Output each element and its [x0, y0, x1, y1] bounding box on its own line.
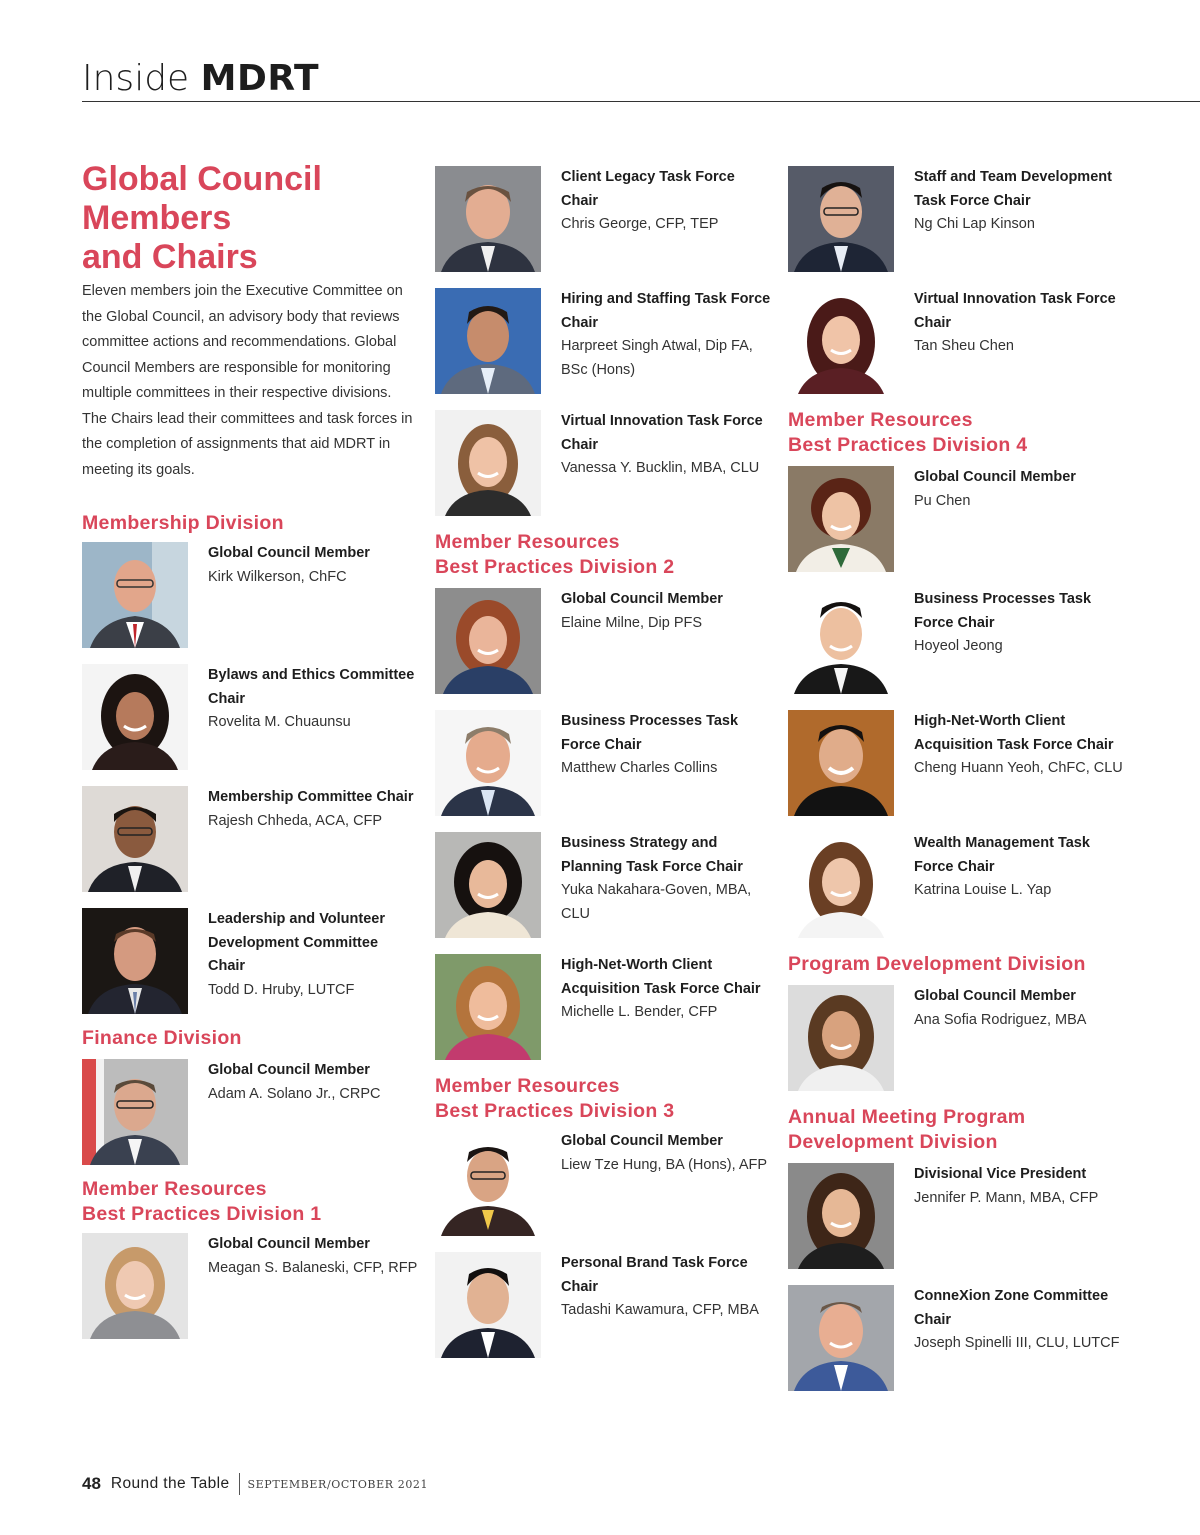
title-line-3: and Chairs — [82, 238, 258, 276]
person-name: Todd D. Hruby, LUTCF — [208, 981, 355, 998]
portrait-photo — [435, 1252, 541, 1358]
role-label: Hiring and Staffing Task Force Chair — [561, 291, 771, 331]
person-name: Chris George, CFP, TEP — [561, 216, 719, 232]
profile-entry — [788, 985, 1123, 1091]
profile-entry — [788, 588, 1123, 694]
page-footer — [82, 1473, 428, 1495]
mrbp2-heading-line-2: Best Practices Division 2 — [435, 556, 675, 578]
person-name: Yuka Nakahara-Goven, MBA, CLU — [561, 882, 752, 922]
membership-division-heading: Membership Division — [82, 512, 284, 534]
intro-paragraph: Eleven members join the Executive Committee on the Global Council, an advisory body that reviews committee actions and recommendations. Global Council Members are responsible for monitoring multiple committees in their respective divisions. The Chairs lead their committees and task forces in the completion of assignments that aid MDRT in meeting its goals. — [82, 283, 413, 478]
mrbp1-heading-line-1: Member Resources — [82, 1178, 267, 1200]
role-label: ConneXion Zone Committee Chair — [914, 1288, 1109, 1328]
person-name: Adam A. Solano Jr., CRPC — [208, 1085, 381, 1102]
program-development-heading: Program Development Division — [788, 953, 1086, 975]
person-name: Elaine Milne, Dip PFS — [561, 614, 703, 631]
header-rule — [82, 101, 1200, 102]
profile-entry — [435, 710, 770, 816]
column-1 — [82, 160, 417, 1355]
profile-entry — [82, 908, 417, 1014]
person-name: Vanessa Y. Bucklin, MBA, CLU — [561, 460, 760, 476]
person-name: Kirk Wilkerson, ChFC — [208, 568, 347, 585]
profile-entry — [435, 410, 770, 516]
role-label: Global Council Member — [208, 1062, 370, 1078]
profile-entry — [82, 1233, 417, 1339]
role-label: Leadership and Volunteer Development Committee Chair — [208, 911, 385, 974]
person-name: Harpreet Singh Atwal, Dip FA, BSc (Hons) — [561, 338, 753, 378]
role-label: Bylaws and Ethics Committee Chair — [208, 667, 415, 707]
portrait-photo — [788, 466, 894, 572]
role-label: Global Council Member — [208, 1236, 370, 1252]
magazine-name: Round the Table — [110, 1475, 230, 1492]
role-label: Staff and Team Development Task Force Chair — [914, 169, 1112, 209]
person-name: Jennifer P. Mann, MBA, CFP — [914, 1189, 1099, 1206]
person-name: Cheng Huann Yeoh, ChFC, CLU — [914, 760, 1123, 776]
profile-entry — [435, 588, 770, 694]
role-label: Virtual Innovation Task Force Chair — [561, 413, 763, 453]
portrait-photo — [788, 588, 894, 694]
portrait-photo — [435, 166, 541, 272]
profile-entry — [435, 166, 770, 272]
role-label: Global Council Member — [561, 591, 723, 607]
person-name: Katrina Louise L. Yap — [914, 882, 1052, 898]
page-number: 48 — [82, 1474, 101, 1493]
role-label: Business Processes Task Force Chair — [561, 713, 739, 753]
person-name: Rovelita M. Chuaunsu — [208, 714, 351, 730]
portrait-photo — [435, 710, 541, 816]
profile-entry — [435, 954, 770, 1060]
mrbp4-heading-line-2: Best Practices Division 4 — [788, 434, 1028, 456]
role-label: Global Council Member — [914, 469, 1076, 485]
section-header-bold: MDRT — [200, 58, 320, 99]
profile-entry — [435, 1130, 770, 1236]
profile-entry — [788, 466, 1123, 572]
role-label: Divisional Vice President — [914, 1166, 1087, 1182]
role-label: Business Strategy and Planning Task Force Chair — [561, 835, 743, 875]
title-line-2: Members — [82, 199, 232, 237]
profile-entry — [435, 832, 770, 938]
role-label: High-Net-Worth Client Acquisition Task Force Chair — [561, 957, 761, 997]
column-2 — [435, 166, 770, 1374]
portrait-photo — [435, 288, 541, 394]
person-name: Ana Sofia Rodriguez, MBA — [914, 1011, 1087, 1028]
portrait-photo — [82, 1059, 188, 1165]
annual-meeting-heading-line-1: Annual Meeting Program — [788, 1106, 1026, 1128]
person-name: Tan Sheu Chen — [914, 338, 1014, 354]
portrait-photo — [788, 985, 894, 1091]
profile-entry — [82, 664, 417, 770]
person-name: Joseph Spinelli III, CLU, LUTCF — [914, 1335, 1120, 1351]
profile-entry — [435, 288, 770, 394]
mrbp3-heading-line-1: Member Resources — [435, 1075, 620, 1097]
portrait-photo — [435, 588, 541, 694]
profile-entry — [788, 710, 1123, 816]
person-name: Hoyeol Jeong — [914, 638, 1003, 654]
person-name: Tadashi Kawamura, CFP, MBA — [561, 1302, 759, 1318]
profile-entry — [82, 786, 417, 892]
footer-divider — [239, 1473, 240, 1495]
mrbp1-heading-line-2: Best Practices Division 1 — [82, 1203, 322, 1225]
role-label: Wealth Management Task Force Chair — [914, 835, 1090, 875]
portrait-photo — [82, 1233, 188, 1339]
role-label: Business Processes Task Force Chair — [914, 591, 1092, 631]
profile-entry — [788, 1163, 1123, 1269]
portrait-photo — [435, 410, 541, 516]
person-name: Meagan S. Balaneski, CFP, RFP — [208, 1259, 418, 1276]
portrait-photo — [82, 542, 188, 648]
portrait-photo — [82, 786, 188, 892]
role-label: Global Council Member — [561, 1133, 723, 1149]
role-label: Membership Committee Chair — [208, 789, 414, 805]
profile-entry — [788, 288, 1123, 394]
person-name: Ng Chi Lap Kinson — [914, 216, 1035, 232]
annual-meeting-heading-line-2: Development Division — [788, 1131, 998, 1153]
person-name: Pu Chen — [914, 492, 971, 509]
portrait-photo — [82, 908, 188, 1014]
title-line-1: Global Council — [82, 160, 322, 198]
mrbp3-heading-line-2: Best Practices Division 3 — [435, 1100, 675, 1122]
person-name: Rajesh Chheda, ACA, CFP — [208, 812, 383, 829]
profile-entry — [82, 542, 417, 648]
role-label: Personal Brand Task Force Chair — [561, 1255, 748, 1295]
page-title — [82, 160, 417, 277]
section-header — [82, 58, 319, 99]
portrait-photo — [82, 664, 188, 770]
role-label: Client Legacy Task Force Chair — [561, 169, 735, 209]
mrbp4-heading-line-1: Member Resources — [788, 409, 973, 431]
portrait-photo — [788, 710, 894, 816]
role-label: Global Council Member — [208, 545, 370, 561]
section-header-light: Inside — [82, 58, 190, 99]
finance-division-heading: Finance Division — [82, 1027, 242, 1049]
column-3 — [788, 166, 1123, 1407]
profile-entry — [788, 166, 1123, 272]
portrait-photo — [788, 1285, 894, 1391]
portrait-photo — [788, 1163, 894, 1269]
portrait-photo — [435, 832, 541, 938]
portrait-photo — [788, 166, 894, 272]
role-label: High-Net-Worth Client Acquisition Task Force Chair — [914, 713, 1114, 753]
portrait-photo — [435, 1130, 541, 1236]
portrait-photo — [788, 832, 894, 938]
person-name: Michelle L. Bender, CFP — [561, 1004, 718, 1020]
role-label: Global Council Member — [914, 988, 1076, 1004]
profile-entry — [788, 1285, 1123, 1391]
profile-entry — [788, 832, 1123, 938]
issue-date: SEPTEMBER/OCTOBER 2021 — [247, 1477, 429, 1491]
person-name: Liew Tze Hung, BA (Hons), AFP — [561, 1156, 768, 1173]
portrait-photo — [788, 288, 894, 394]
mrbp2-heading-line-1: Member Resources — [435, 531, 620, 553]
profile-entry — [82, 1059, 417, 1165]
portrait-photo — [435, 954, 541, 1060]
profile-entry — [435, 1252, 770, 1358]
role-label: Virtual Innovation Task Force Chair — [914, 291, 1116, 331]
person-name: Matthew Charles Collins — [561, 760, 718, 776]
